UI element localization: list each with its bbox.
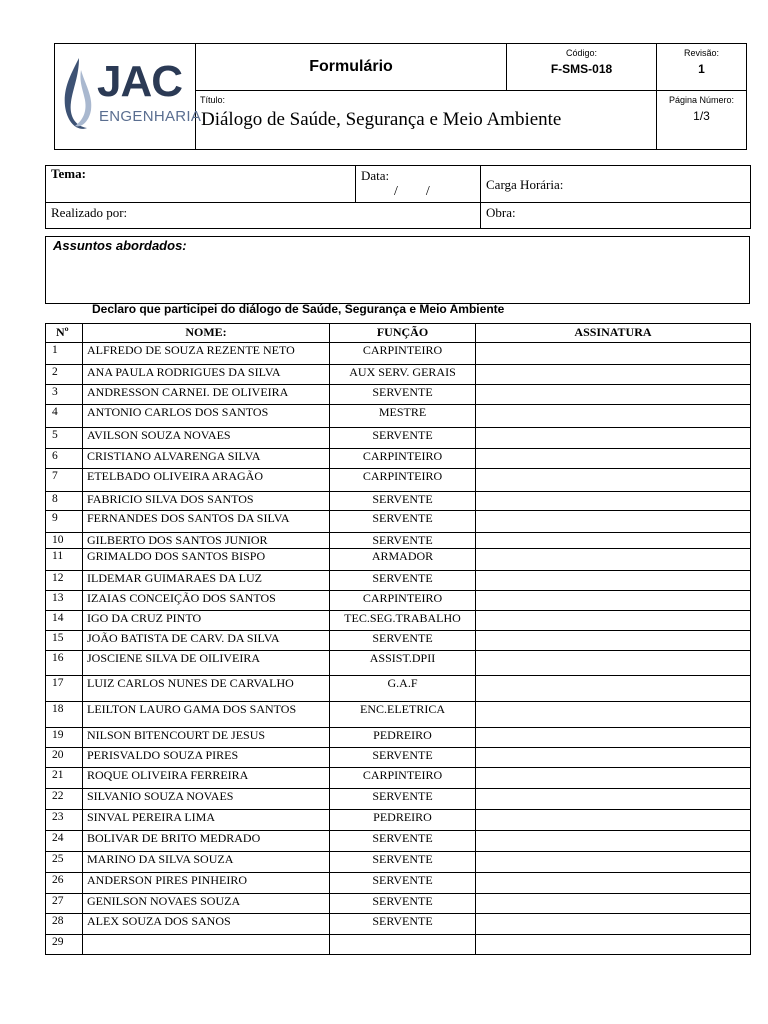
row-name: FABRICIO SILVA DOS SANTOS bbox=[83, 492, 330, 511]
header-number: Nº bbox=[46, 324, 83, 343]
tema-field[interactable] bbox=[46, 166, 356, 203]
logo-subtext: ENGENHARIA bbox=[99, 108, 202, 125]
row-signature[interactable] bbox=[476, 449, 751, 469]
row-name: ILDEMAR GUIMARAES DA LUZ bbox=[83, 571, 330, 591]
row-number: 20 bbox=[46, 748, 83, 768]
subjects-label: Assuntos abordados: bbox=[53, 238, 187, 253]
logo-cell bbox=[55, 44, 202, 150]
row-signature[interactable] bbox=[476, 935, 751, 955]
row-number: 23 bbox=[46, 810, 83, 831]
row-name: PERISVALDO SOUZA PIRES bbox=[83, 748, 330, 768]
row-number: 8 bbox=[46, 492, 83, 511]
table-row bbox=[46, 405, 751, 428]
code-cell bbox=[507, 44, 657, 91]
row-function: ARMADOR bbox=[330, 549, 476, 571]
table-row bbox=[46, 591, 751, 611]
row-name: JOSCIENE SILVA DE OILIVEIRA bbox=[83, 651, 330, 676]
row-number: 21 bbox=[46, 768, 83, 789]
table-row bbox=[46, 492, 751, 511]
workload-label: Carga Horária: bbox=[486, 177, 564, 192]
row-function: SERVENTE bbox=[330, 831, 476, 852]
row-name: ALEX SOUZA DOS SANOS bbox=[83, 914, 330, 935]
header-name: NOME: bbox=[83, 324, 330, 343]
water-drop-icon bbox=[61, 56, 95, 136]
row-signature[interactable] bbox=[476, 533, 751, 549]
table-row bbox=[46, 914, 751, 935]
form-type-cell bbox=[196, 44, 507, 91]
row-signature[interactable] bbox=[476, 571, 751, 591]
revision-label: Revisão: bbox=[683, 48, 719, 58]
table-row bbox=[46, 676, 751, 702]
workload-field[interactable] bbox=[481, 166, 751, 203]
row-function: SERVENTE bbox=[330, 873, 476, 894]
row-function: SERVENTE bbox=[330, 571, 476, 591]
row-function: SERVENTE bbox=[330, 789, 476, 810]
row-signature[interactable] bbox=[476, 549, 751, 571]
table-row bbox=[46, 428, 751, 449]
row-function: TEC.SEG.TRABALHO bbox=[330, 611, 476, 631]
row-name: GENILSON NOVAES SOUZA bbox=[83, 894, 330, 914]
table-row bbox=[46, 831, 751, 852]
row-signature[interactable] bbox=[476, 748, 751, 768]
row-name: ETELBADO OLIVEIRA ARAGÃO bbox=[83, 469, 330, 492]
revision-value: 1 bbox=[698, 62, 705, 76]
row-function: CARPINTEIRO bbox=[330, 768, 476, 789]
row-name: MARINO DA SILVA SOUZA bbox=[83, 852, 330, 873]
row-signature[interactable] bbox=[476, 810, 751, 831]
row-signature[interactable] bbox=[476, 492, 751, 511]
revision-cell bbox=[657, 44, 747, 91]
row-function: PEDREIRO bbox=[330, 810, 476, 831]
date-label: Data: bbox=[361, 168, 390, 183]
row-function: ENC.ELETRICA bbox=[330, 702, 476, 728]
row-signature[interactable] bbox=[476, 702, 751, 728]
table-row bbox=[46, 651, 751, 676]
row-name: ALFREDO DE SOUZA REZENTE NETO bbox=[83, 343, 330, 365]
row-name: GILBERTO DOS SANTOS JUNIOR bbox=[83, 533, 330, 549]
table-row bbox=[46, 611, 751, 631]
row-number: 22 bbox=[46, 789, 83, 810]
row-number: 10 bbox=[46, 533, 83, 549]
table-row bbox=[46, 571, 751, 591]
row-number: 27 bbox=[46, 894, 83, 914]
row-name: AVILSON SOUZA NOVAES bbox=[83, 428, 330, 449]
table-row bbox=[46, 533, 751, 549]
row-name: LEILTON LAURO GAMA DOS SANTOS bbox=[83, 702, 330, 728]
row-function: SERVENTE bbox=[330, 748, 476, 768]
form-header bbox=[54, 43, 747, 150]
info-table bbox=[45, 165, 751, 229]
row-number: 3 bbox=[46, 385, 83, 405]
row-function bbox=[330, 935, 476, 955]
row-signature[interactable] bbox=[476, 873, 751, 894]
row-function: G.A.F bbox=[330, 676, 476, 702]
table-row bbox=[46, 894, 751, 914]
title-cell bbox=[196, 91, 657, 150]
row-number: 13 bbox=[46, 591, 83, 611]
row-signature[interactable] bbox=[476, 611, 751, 631]
row-number: 4 bbox=[46, 405, 83, 428]
row-function: SERVENTE bbox=[330, 533, 476, 549]
row-signature[interactable] bbox=[476, 385, 751, 405]
row-name: BOLIVAR DE BRITO MEDRADO bbox=[83, 831, 330, 852]
row-number: 11 bbox=[46, 549, 83, 571]
row-function: SERVENTE bbox=[330, 914, 476, 935]
row-name: JOÃO BATISTA DE CARV. DA SILVA bbox=[83, 631, 330, 651]
performed-by-label: Realizado por: bbox=[51, 205, 128, 220]
code-value: F-SMS-018 bbox=[550, 62, 613, 76]
row-number: 6 bbox=[46, 449, 83, 469]
row-name: ANTONIO CARLOS DOS SANTOS bbox=[83, 405, 330, 428]
document-title: Diálogo de Saúde, Segurança e Meio Ambiente bbox=[201, 109, 562, 130]
row-name: ANDERSON PIRES PINHEIRO bbox=[83, 873, 330, 894]
row-name: SILVANIO SOUZA NOVAES bbox=[83, 789, 330, 810]
row-function: CARPINTEIRO bbox=[330, 343, 476, 365]
row-number: 26 bbox=[46, 873, 83, 894]
page-label: Página Número: bbox=[668, 95, 735, 105]
form-type: Formulário bbox=[309, 58, 393, 75]
row-name: GRIMALDO DOS SANTOS BISPO bbox=[83, 549, 330, 571]
row-number: 2 bbox=[46, 365, 83, 385]
row-function: SERVENTE bbox=[330, 385, 476, 405]
row-name bbox=[83, 935, 330, 955]
row-number: 9 bbox=[46, 511, 83, 533]
row-name: CRISTIANO ALVARENGA SILVA bbox=[83, 449, 330, 469]
subjects-box[interactable] bbox=[45, 236, 750, 304]
row-signature[interactable] bbox=[476, 914, 751, 935]
row-number: 25 bbox=[46, 852, 83, 873]
row-number: 7 bbox=[46, 469, 83, 492]
row-name: ROQUE OLIVEIRA FERREIRA bbox=[83, 768, 330, 789]
row-function: PEDREIRO bbox=[330, 728, 476, 748]
row-number: 17 bbox=[46, 676, 83, 702]
row-name: ANDRESSON CARNEI. DE OLIVEIRA bbox=[83, 385, 330, 405]
row-name: ANA PAULA RODRIGUES DA SILVA bbox=[83, 365, 330, 385]
row-number: 19 bbox=[46, 728, 83, 748]
row-name: SINVAL PEREIRA LIMA bbox=[83, 810, 330, 831]
row-name: IZAIAS CONCEIÇÃO DOS SANTOS bbox=[83, 591, 330, 611]
logo-wordmark: JAC bbox=[97, 57, 183, 106]
worksite-label: Obra: bbox=[486, 205, 516, 220]
table-row bbox=[46, 702, 751, 728]
row-function: MESTRE bbox=[330, 405, 476, 428]
tema-label: Tema: bbox=[51, 166, 86, 181]
row-signature[interactable] bbox=[476, 768, 751, 789]
row-function: SERVENTE bbox=[330, 511, 476, 533]
attendance-table bbox=[45, 323, 751, 955]
row-function: SERVENTE bbox=[330, 894, 476, 914]
row-number: 15 bbox=[46, 631, 83, 651]
header-function: FUNÇÃO bbox=[330, 324, 476, 343]
row-signature[interactable] bbox=[476, 728, 751, 748]
row-name: LUIZ CARLOS NUNES DE CARVALHO bbox=[83, 676, 330, 702]
table-row bbox=[46, 631, 751, 651]
row-function: AUX SERV. GERAIS bbox=[330, 365, 476, 385]
code-label: Código: bbox=[565, 48, 598, 58]
row-number: 14 bbox=[46, 611, 83, 631]
performed-by-field[interactable] bbox=[46, 203, 481, 229]
row-signature[interactable] bbox=[476, 511, 751, 533]
row-signature[interactable] bbox=[476, 365, 751, 385]
date-field[interactable] bbox=[356, 166, 481, 203]
row-signature[interactable] bbox=[476, 789, 751, 810]
table-row bbox=[46, 789, 751, 810]
row-name: IGO DA CRUZ PINTO bbox=[83, 611, 330, 631]
declaration-text: Declaro que participei do diálogo de Saúde, Segurança e Meio Ambiente bbox=[92, 302, 505, 316]
table-row bbox=[46, 365, 751, 385]
row-name: FERNANDES DOS SANTOS DA SILVA bbox=[83, 511, 330, 533]
row-function: SERVENTE bbox=[330, 428, 476, 449]
row-signature[interactable] bbox=[476, 831, 751, 852]
row-number: 18 bbox=[46, 702, 83, 728]
row-function: CARPINTEIRO bbox=[330, 469, 476, 492]
row-signature[interactable] bbox=[476, 894, 751, 914]
row-signature[interactable] bbox=[476, 676, 751, 702]
row-signature[interactable] bbox=[476, 852, 751, 873]
table-row bbox=[46, 852, 751, 873]
table-row bbox=[46, 511, 751, 533]
row-signature[interactable] bbox=[476, 343, 751, 365]
row-number: 29 bbox=[46, 935, 83, 955]
row-signature[interactable] bbox=[476, 631, 751, 651]
table-row bbox=[46, 549, 751, 571]
table-row bbox=[46, 343, 751, 365]
row-signature[interactable] bbox=[476, 469, 751, 492]
table-row bbox=[46, 449, 751, 469]
table-row bbox=[46, 810, 751, 831]
row-function: CARPINTEIRO bbox=[330, 591, 476, 611]
table-row bbox=[46, 728, 751, 748]
table-row bbox=[46, 768, 751, 789]
title-label: Título: bbox=[200, 95, 226, 105]
row-number: 5 bbox=[46, 428, 83, 449]
row-name: NILSON BITENCOURT DE JESUS bbox=[83, 728, 330, 748]
row-function: CARPINTEIRO bbox=[330, 449, 476, 469]
header-signature: ASSINATURA bbox=[476, 324, 751, 343]
table-row bbox=[46, 935, 751, 955]
row-function: SERVENTE bbox=[330, 631, 476, 651]
row-function: ASSIST.DPII bbox=[330, 651, 476, 676]
table-row bbox=[46, 748, 751, 768]
row-number: 1 bbox=[46, 343, 83, 365]
row-function: SERVENTE bbox=[330, 492, 476, 511]
row-number: 28 bbox=[46, 914, 83, 935]
page-cell bbox=[657, 91, 747, 150]
row-number: 16 bbox=[46, 651, 83, 676]
table-row bbox=[46, 469, 751, 492]
row-signature[interactable] bbox=[476, 405, 751, 428]
row-number: 12 bbox=[46, 571, 83, 591]
row-signature[interactable] bbox=[476, 591, 751, 611]
page-number: 1/3 bbox=[693, 109, 710, 123]
date-value: / / bbox=[394, 184, 430, 199]
row-signature[interactable] bbox=[476, 428, 751, 449]
row-function: SERVENTE bbox=[330, 852, 476, 873]
row-signature[interactable] bbox=[476, 651, 751, 676]
row-number: 24 bbox=[46, 831, 83, 852]
table-row bbox=[46, 385, 751, 405]
table-row bbox=[46, 873, 751, 894]
worksite-field[interactable] bbox=[481, 203, 751, 229]
